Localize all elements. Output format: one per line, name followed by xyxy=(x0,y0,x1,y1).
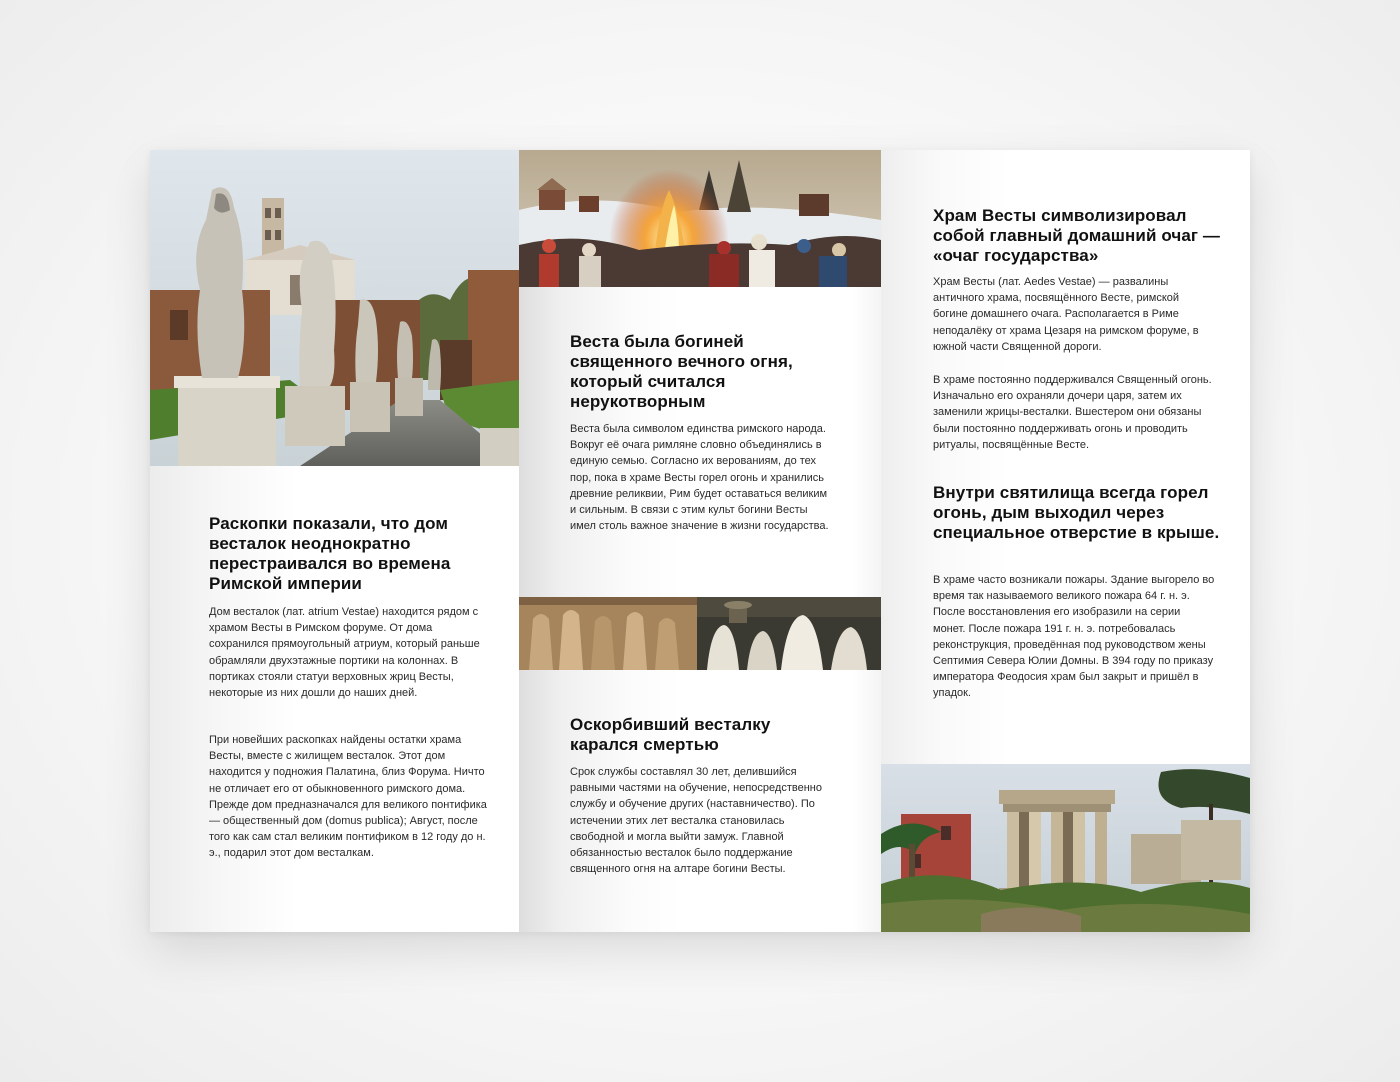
right-paragraph-3: В храме часто возникали пожары. Здание выгорело во время так называемого великого пожара 64 г. н. э. После восстановления его изобразили на серии монет. После пожара 191 г. н. э. потребовалась реконструкция, проведённая под руководством жены Септимия Севера Юлии Домны. В 394 году по приказу императора Феодосия храм был закрыт и пришёл в упадок. xyxy=(933,574,1215,700)
right-heading-1: Храм Весты символизировал собой главный домашний очаг — «очаг государства» xyxy=(933,206,1221,265)
left-paragraph-2: При новейших раскопках найдены остатки храма Весты, вместе с жилищем весталок. Этот дом находится у подножия Палатина, близ Форума. Ничто не отличает его от обыкновенного римского дома. Прежде дом предназначался для великого понтифика — общественный дом (domus publica); Август, после того как сам стал великим понтификом в 12 году до н. э., подарил этот дом весталкам. xyxy=(209,734,487,860)
vestal-statues-photo xyxy=(150,150,519,466)
left-heading: Раскопки показали, что дом весталок неоднократно перестраивался во времена Римской империи xyxy=(209,514,451,593)
right-heading-2: Внутри святилища всегда горел огонь, дым выходил через специальное отверстие в крыше. xyxy=(933,483,1220,542)
vestal-relief-image xyxy=(519,597,881,670)
temple-of-vesta-tivoli-photo xyxy=(881,764,1250,932)
right-paragraph-2: В храме постоянно поддерживался Священный огонь. Изначально его охраняли дочери царя, затем их заменили жрицы-весталки. Вшестером они обязаны были постоянно поддерживать огонь и проводить ритуалы, посвящённые Весте. xyxy=(933,374,1212,451)
maslenitsa-bonfire-painting xyxy=(519,150,881,287)
panel-middle xyxy=(519,150,881,932)
panel-left xyxy=(150,150,519,932)
panel-right xyxy=(881,150,1250,932)
middle-heading-2: Оскорбивший весталку карался смертью xyxy=(570,715,771,754)
middle-heading-1: Веста была богиней священного вечного огня, который считался нерукотворным xyxy=(570,332,793,411)
left-paragraph-1: Дом весталок (лат. atrium Vestae) находится рядом с храмом Весты в Римском форуме. От дома сохранился прямоугольный атриум, который раньше обрамляли двухэтажные портики на колоннах. В портиках стояли статуи верховных жриц Весты, некоторые из них дошли до наших дней. xyxy=(209,606,480,700)
brochure-spread xyxy=(150,150,1250,932)
right-paragraph-1: Храм Весты (лат. Aedes Vestae) — развалины античного храма, посвящённого Весте, римской богине домашнего очага. Располагается в Риме неподалёку от храма Цезаря на римском форуме, в южной части Священной дороги. xyxy=(933,276,1199,353)
middle-paragraph-1: Веста была символом единства римского народа. Вокруг её очага римляне словно объединялись в единую семью. Согласно их верованиям, до тех пор, пока в храме Весты горел огонь и хранились древние реликвии, Рим будет оставаться великим и сильным. В связи с этим культ богини Весты имел столь важное значение в жизни государства. xyxy=(570,423,829,533)
middle-paragraph-2: Срок службы составлял 30 лет, делившийся равными частями на обучение, непосредственно службу и обучение других (наставничество). По истечении этих лет весталка становилась свободной и могла выйти замуж. Главной обязанностью весталок было поддержание священного огня на алтаре богини Весты. xyxy=(570,766,822,876)
